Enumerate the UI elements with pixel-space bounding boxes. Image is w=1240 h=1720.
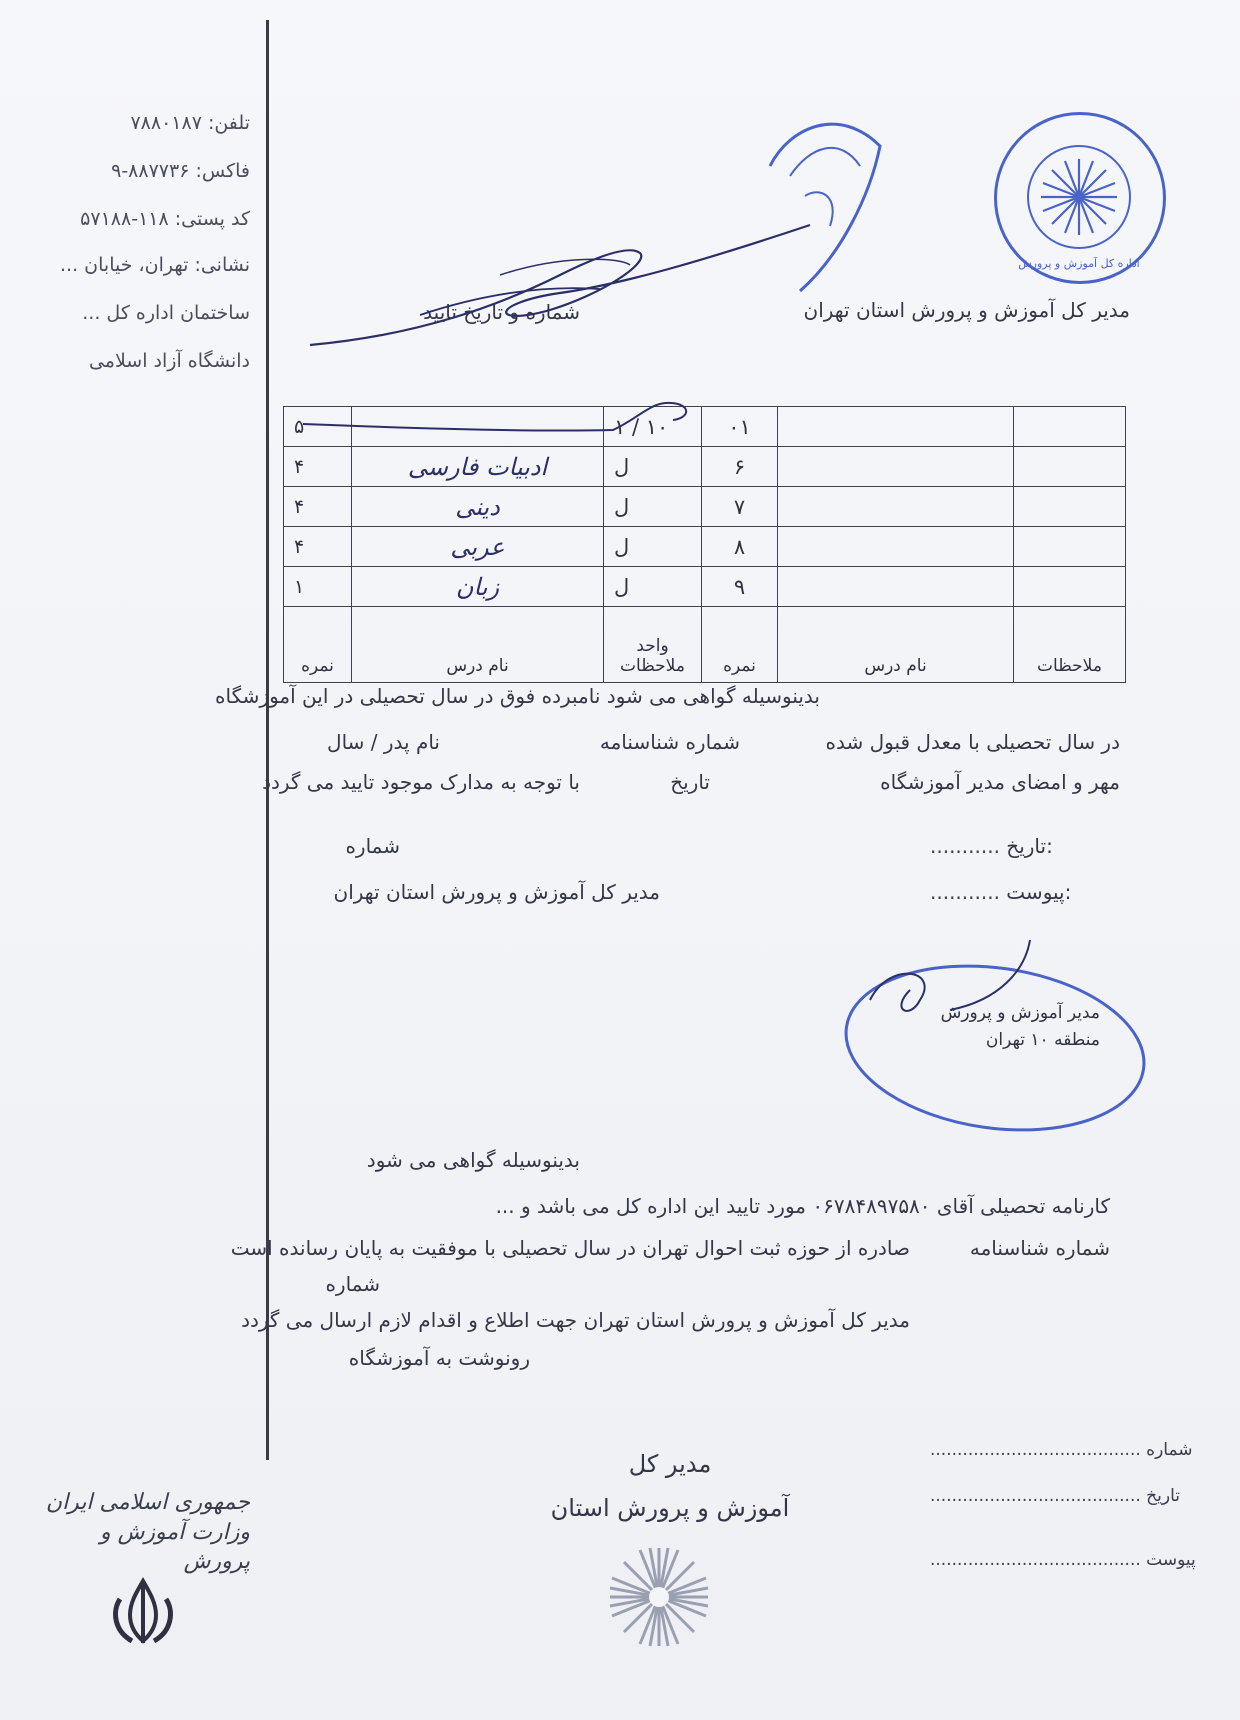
sunburst-logo-icon: [604, 1542, 714, 1652]
cell-subject: زبان: [352, 567, 604, 607]
sidebar-address-3: دانشگاه آزاد اسلامی: [88, 350, 250, 372]
cell-unit: ل: [604, 527, 702, 567]
cell-unit: ل: [604, 447, 702, 487]
cell-unit: ل: [604, 567, 702, 607]
body-attach-field: [930, 880, 1130, 904]
director-stamp-line-2: منطقه ۱۰ تهران: [985, 1030, 1100, 1051]
footer-number-dots: .......................................: [930, 1440, 1141, 1460]
header-notes-units: [604, 607, 702, 683]
header-signature: [300, 215, 820, 355]
sidebar-address-1: نشانی: تهران، خیابان ...: [60, 254, 250, 276]
header-notes: ملاحظات: [620, 656, 685, 676]
cell-subject: عربی: [352, 527, 604, 567]
sidebar-address-2: ساختمان اداره کل ...: [82, 302, 250, 324]
header-subject: نام درس: [352, 607, 604, 683]
sunburst-icon: [1037, 155, 1121, 239]
footer-date-field: [930, 1486, 1180, 1506]
cell-score: ۴: [284, 487, 352, 527]
table-header-row: [284, 607, 1126, 683]
footer-number-field: [930, 1440, 1193, 1460]
header-subject-2: نام درس: [778, 607, 1014, 683]
lower-line-6: رونوشت به آموزشگاه: [348, 1346, 530, 1370]
body-date: تاریخ: [670, 770, 710, 794]
table-row: [284, 527, 1126, 567]
cell-score: ۱: [284, 567, 352, 607]
cell-subject-2: [778, 447, 1014, 487]
director-stamp-line-1: مدیر آموزش و پرورش: [940, 1003, 1100, 1023]
body-attach-dots: ...........: [930, 880, 1000, 904]
body-line-1: بدینوسیله گواهی می شود نامبرده فوق در سال تحصیلی در این آموزشگاه: [215, 684, 820, 708]
body-date-label: تاریخ:: [1006, 834, 1053, 858]
cell-score: ۴: [284, 527, 352, 567]
footer-date-label: تاریخ: [1146, 1486, 1180, 1506]
cell-index: ۷: [702, 487, 778, 527]
table-row: [284, 487, 1126, 527]
cell-notes: [1014, 487, 1126, 527]
footer-number-label: شماره: [1146, 1440, 1193, 1460]
body-confirmed: با توجه به مدارک موجود تایید می گردد: [262, 770, 580, 794]
sidebar-fax: فاکس: ۸۸۷۷۳۶-۹: [111, 160, 250, 182]
body-id-number: شماره شناسنامه: [599, 730, 740, 754]
body-director-line: مدیر کل آموزش و پرورش استان تهران: [333, 880, 660, 904]
cell-index: ۶: [702, 447, 778, 487]
footer-date-dots: .......................................: [930, 1486, 1141, 1506]
cell-notes: [1014, 567, 1126, 607]
cell-unit: ۱ / ۱۰: [604, 407, 702, 447]
body-date-dots: ...........: [930, 834, 1000, 858]
header-score-2: نمره: [702, 607, 778, 683]
cell-score: ۴: [284, 447, 352, 487]
header-right-text: مدیر کل آموزش و پرورش استان تهران: [803, 298, 1130, 322]
cell-subject: ادبیات فارسی: [352, 447, 604, 487]
lower-line-5: مدیر کل آموزش و پرورش استان تهران جهت اطلاع و اقدام لازم ارسال می گردد: [241, 1308, 910, 1332]
cell-subject-2: [778, 527, 1014, 567]
cell-unit: ل: [604, 487, 702, 527]
body-date-field: [930, 834, 1130, 858]
footer-attach-field: [930, 1550, 1196, 1570]
partial-stamp: [760, 106, 890, 296]
table-signature-line: [283, 390, 743, 440]
body-year-passed: در سال تحصیلی با معدل قبول شده: [825, 730, 1120, 754]
director-stamp-text: [880, 1000, 1100, 1054]
cell-subject-2: [778, 567, 1014, 607]
footer-attach-label: پیوست: [1146, 1550, 1196, 1570]
footer-title-1: مدیر کل: [628, 1450, 712, 1478]
iran-emblem-icon: [106, 1575, 180, 1649]
grades-table: [283, 406, 1126, 683]
emblem-caption: [40, 1488, 250, 1577]
body-number-label: شماره: [345, 834, 400, 858]
sidebar-postal-code: کد پستی: ۱۱۸-۵۷۱۸۸: [80, 208, 250, 230]
cell-notes: [1014, 407, 1126, 447]
sidebar-phone: تلفن: ۷۸۸۰۱۸۷: [130, 112, 250, 134]
body-father-name: نام پدر / سال: [327, 730, 440, 754]
header-notes-2: ملاحظات: [1014, 607, 1126, 683]
cell-index: ۸: [702, 527, 778, 567]
table-row: [284, 567, 1126, 607]
cell-subject-2: [778, 487, 1014, 527]
cell-index: ۹: [702, 567, 778, 607]
body-principal-seal: مهر و امضای مدیر آموزشگاه: [880, 770, 1120, 794]
cell-index: ۰۱: [702, 407, 778, 447]
official-round-stamp: [994, 112, 1166, 284]
lower-line-1: بدینوسیله گواهی می شود: [366, 1148, 580, 1172]
lower-number-label: شماره: [325, 1272, 380, 1296]
lower-line-2: کارنامه تحصیلی آقای ۰۶۷۸۴۸۹۷۵۸۰ مورد تایید این اداره کل می باشد و ...: [495, 1194, 1110, 1218]
table-row: [284, 447, 1126, 487]
body-attach-label: پیوست:: [1006, 880, 1072, 904]
footer-attach-dots: .......................................: [930, 1550, 1141, 1570]
cell-notes: [1014, 527, 1126, 567]
cell-subject-2: [778, 407, 1014, 447]
header-units: واحد: [636, 636, 669, 656]
footer-title-2: آموزش و پرورش استان: [550, 1494, 790, 1522]
stamp-text: اداره کل آموزش و پرورش: [1018, 257, 1140, 270]
emblem-caption-line-1: جمهوری اسلامی ایران: [45, 1490, 250, 1515]
header-score: نمره: [284, 607, 352, 683]
cell-score: ۵: [284, 407, 352, 447]
cell-notes: [1014, 447, 1126, 487]
lower-line-3-right: شماره شناسنامه: [969, 1236, 1110, 1260]
lower-line-3-left: صادره از حوزه ثبت احوال تهران در سال تحصیلی با موفقیت به پایان رسانده است: [230, 1236, 910, 1260]
cell-subject: دینی: [352, 487, 604, 527]
header-left-text: شماره و تاریخ تایید: [423, 300, 580, 324]
emblem-caption-line-2: وزارت آموزش و پرورش: [99, 1519, 250, 1575]
